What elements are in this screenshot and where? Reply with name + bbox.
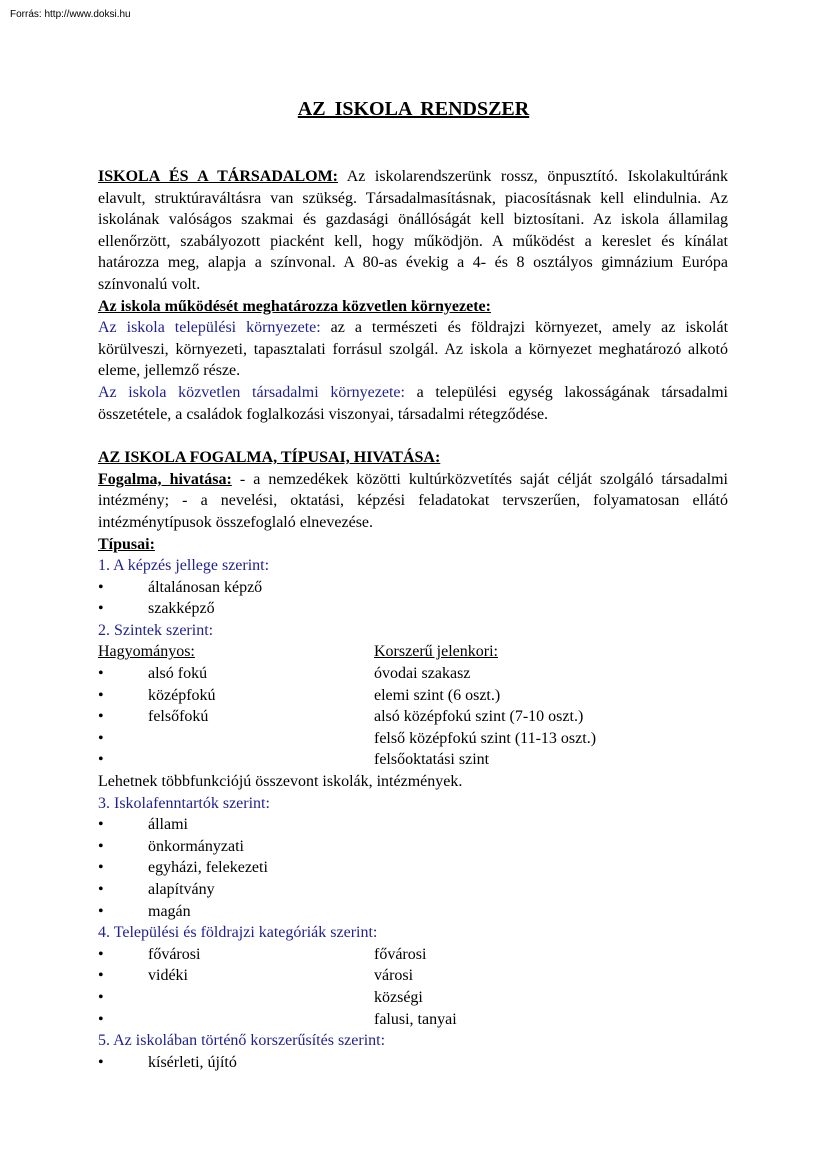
- list-item: [98, 944, 728, 966]
- document-body: [98, 166, 728, 1073]
- environment-subheading: Az iskola működését meghatározza közvetlen környezete:: [98, 297, 491, 315]
- society-heading: ISKOLA ÉS A TÁRSADALOM:: [98, 168, 339, 185]
- list-item: [98, 749, 728, 771]
- list-item-text-right: felső középfokú szint (11-13 oszt.): [374, 729, 597, 747]
- types-label: Típusai:: [98, 535, 155, 553]
- concept-heading: AZ ISKOLA FOGALMA, TÍPUSAI, HIVATÁSA:: [98, 449, 441, 467]
- social-env-label: Az iskola közvetlen társadalmi környezete:: [98, 383, 405, 401]
- list-item: [98, 901, 728, 923]
- bullet-icon: •: [98, 902, 104, 920]
- list-item-text: [148, 749, 374, 771]
- list-item: [98, 1009, 728, 1031]
- list-item: [98, 857, 728, 879]
- list-item-text: fővárosi: [148, 945, 201, 963]
- bullet-icon: •: [98, 988, 104, 1006]
- list-item: [98, 879, 728, 901]
- list-item: [98, 706, 728, 728]
- group4-title: 4. Települési és földrajzi kategóriák szerint:: [98, 924, 378, 942]
- list-item-text-right: fővárosi: [374, 945, 427, 963]
- definition-label: Fogalma, hivatása:: [98, 470, 232, 488]
- list-item-text-right: alsó középfokú szint (7-10 oszt.): [374, 708, 584, 726]
- bullet-icon: •: [98, 686, 104, 704]
- bullet-icon: •: [98, 729, 104, 747]
- society-text: Az iskolarendszerünk rossz, önpusztító. Iskolakultúránk elavult, struktúraváltásra van szükség. Társadalmasításnak, piacosításnak kell elindulnia. Az iskolának valóságos szakmai és gazdasági önállóságát kell biztosítani. Az iskola államilag ellenőrzött, szabályozott piacként kell, hogy működjön. A működést a kereslet és kínálat határozza meg, alapja a színvonal. A 80-as évekig a 4- és 8 osztályos gimnázium Európa színvonalú volt.: [98, 168, 728, 293]
- bullet-icon: •: [98, 578, 104, 596]
- list-item: [98, 728, 728, 750]
- list-item: [98, 965, 728, 987]
- definition-paragraph: [98, 469, 728, 534]
- bullet-icon: •: [98, 1053, 104, 1071]
- list-item-text: egyházi, felekezeti: [148, 859, 268, 877]
- group2-header: [98, 641, 728, 663]
- source-note: Forrás: http://www.doksi.hu: [10, 9, 131, 20]
- bullet-icon: •: [98, 816, 104, 834]
- group3-title: 3. Iskolafenntartók szerint:: [98, 794, 270, 812]
- group4-list: [98, 944, 728, 1030]
- list-item-text: alsó fokú: [148, 665, 208, 683]
- list-item-text: felsőfokú: [148, 708, 209, 726]
- group1-title: 1. A képzés jellege szerint:: [98, 557, 270, 575]
- social-env-paragraph: [98, 382, 728, 425]
- bullet-icon: •: [98, 967, 104, 985]
- bullet-icon: •: [98, 751, 104, 769]
- list-item-text-right: óvodai szakasz: [374, 665, 471, 683]
- bullet-icon: •: [98, 708, 104, 726]
- bullet-icon: •: [98, 859, 104, 877]
- list-item-text: magán: [148, 902, 191, 920]
- list-item-text-right: községi: [374, 988, 423, 1006]
- list-item-text-right: falusi, tanyai: [374, 1010, 457, 1028]
- group2-title: 2. Szintek szerint:: [98, 621, 214, 639]
- list-item-text: kísérleti, újító: [148, 1053, 237, 1071]
- list-item-text-right: városi: [374, 967, 414, 985]
- bullet-icon: •: [98, 1010, 104, 1028]
- bullet-icon: •: [98, 837, 104, 855]
- list-item-text: alapítvány: [148, 881, 215, 898]
- traditional-header: Hagyományos:: [98, 643, 195, 661]
- section-gap: [98, 425, 728, 447]
- definition-text: - a nemzedékek közötti kultúrközvetítés saját célját szolgáló társadalmi intézmény; - a nevelési, oktatási, képzési feladatokat tervszerűen, folyamatosan ellátó intézménytípusok összefoglaló elnevezése.: [98, 470, 728, 531]
- list-item: [98, 663, 728, 685]
- list-item: [98, 598, 728, 620]
- list-item-text: [148, 1009, 374, 1031]
- list-item: [98, 1052, 728, 1074]
- group2-note: Lehetnek többfunkciójú összevont iskolák, intézmények.: [98, 773, 463, 791]
- group1-list: [98, 577, 728, 620]
- bullet-icon: •: [98, 665, 104, 683]
- list-item-text: állami: [148, 816, 188, 834]
- list-item: [98, 685, 728, 707]
- bullet-icon: •: [98, 945, 104, 963]
- settlement-env-text: az a természeti és földrajzi környezet, amely az iskolát körülveszi, környezeti, tapasztalati forrásul szolgál. Az iskola a környezet meghatározó alkotó eleme, jellemző része.: [98, 319, 729, 380]
- modern-header: Korszerű jelenkori:: [374, 643, 498, 661]
- list-item-text: szakképző: [148, 600, 215, 618]
- list-item-text-right: elemi szint (6 oszt.): [374, 686, 501, 704]
- list-item-text: önkormányzati: [148, 837, 244, 855]
- list-item: [98, 987, 728, 1009]
- group5-list: [98, 1052, 728, 1074]
- bullet-icon: •: [98, 600, 104, 618]
- list-item-text: általánosan képző: [148, 578, 263, 596]
- settlement-env-label: Az iskola települési környezete:: [98, 319, 321, 337]
- list-item: [98, 577, 728, 599]
- list-item-text: [148, 728, 374, 750]
- list-item: [98, 836, 728, 858]
- group2-list: [98, 663, 728, 771]
- list-item-text: [148, 987, 374, 1009]
- list-item-text: vidéki: [148, 967, 188, 985]
- social-env-text: a települési egység lakosságának társadalmi összetétele, a családok foglalkozási viszonyai, társadalmi rétegződése.: [98, 383, 728, 423]
- list-item: [98, 814, 728, 836]
- page-title: AZ ISKOLA RENDSZER: [297, 98, 530, 120]
- group3-list: [98, 814, 728, 922]
- list-item-text-right: felsőoktatási szint: [374, 751, 490, 769]
- bullet-icon: •: [98, 881, 104, 898]
- group5-title: 5. Az iskolában történő korszerűsítés szerint:: [98, 1032, 386, 1050]
- settlement-env-paragraph: [98, 317, 728, 382]
- list-item-text: középfokú: [148, 686, 216, 704]
- society-paragraph: [98, 166, 728, 296]
